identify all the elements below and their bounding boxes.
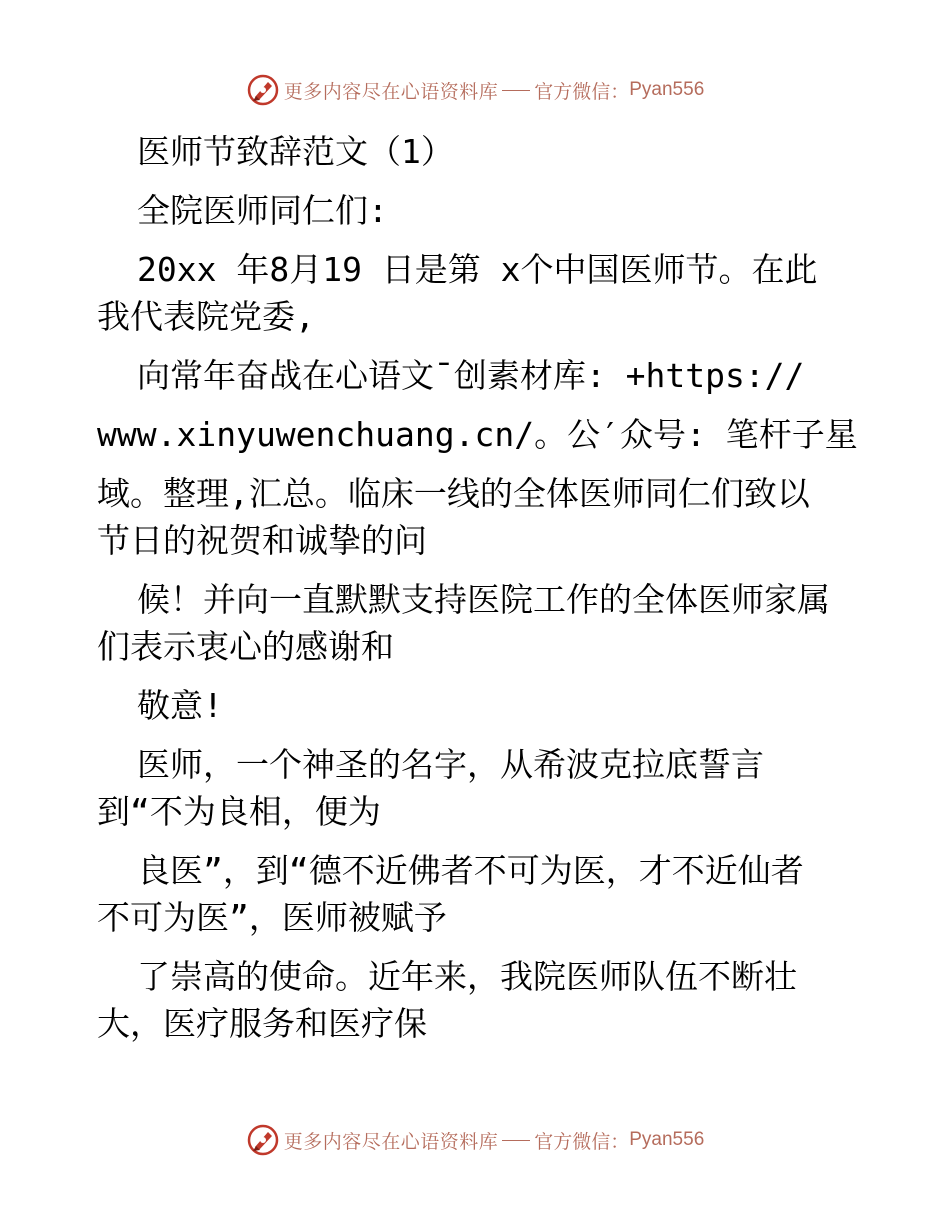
paragraph-line: 了崇高的使命。近年来，我院医师队伍不断壮 <box>137 957 797 996</box>
banner-brand: Pyan556 <box>629 1129 705 1150</box>
banner-dash <box>502 1140 530 1141</box>
paragraph-line: 域。整理,汇总。临床一线的全体医师同仁们致以 <box>97 474 810 513</box>
paragraph-line: 敬意! <box>137 686 223 725</box>
paragraph-line: 节日的祝贺和诚挚的问 <box>97 521 427 560</box>
banner-text-tail: 官方微信： <box>534 1130 630 1153</box>
paragraph-line: 大，医疗服务和医疗保 <box>97 1004 427 1043</box>
banner-text-main: 更多内容尽在心语资料库 <box>283 80 499 103</box>
brand-logo-icon <box>246 1123 280 1157</box>
header-banner <box>0 70 950 110</box>
document-title: 医师节致辞范文（1） <box>137 132 454 171</box>
banner-text-tail: 官方微信： <box>534 80 630 103</box>
banner-brand: Pyan556 <box>629 79 705 100</box>
brand-logo-icon <box>246 73 280 107</box>
document-body <box>97 122 867 1053</box>
paragraph-line: 到“不为良相，便为 <box>97 792 381 831</box>
paragraph-line: 良医”，到“德不近佛者不可为医，才不近仙者 <box>137 851 804 890</box>
paragraph-line: 医师，一个神圣的名字，从希波克拉底誓言 <box>137 745 764 784</box>
paragraph-line: 们表示衷心的感谢和 <box>97 627 394 666</box>
paragraph-line: 候！并向一直默默支持医院工作的全体医师家属 <box>137 580 830 619</box>
paragraph-line: 向常年奋战在心语文¯创素材库: +https:// <box>137 356 805 395</box>
paragraph-line: 我代表院党委, <box>97 297 315 336</box>
paragraph-line: www.xinyuwenchuang.cn/。公′众号: 笔杆子星 <box>97 415 858 454</box>
footer-banner <box>0 1120 950 1160</box>
paragraph-line: 全院医师同仁们: <box>137 191 388 230</box>
paragraph-line: 不可为医”，医师被赋予 <box>97 898 447 937</box>
banner-dash <box>502 90 530 91</box>
paragraph-line: 20xx 年8月19 日是第 x个中国医师节。在此 <box>137 250 818 289</box>
banner-text-main: 更多内容尽在心语资料库 <box>283 1130 499 1153</box>
